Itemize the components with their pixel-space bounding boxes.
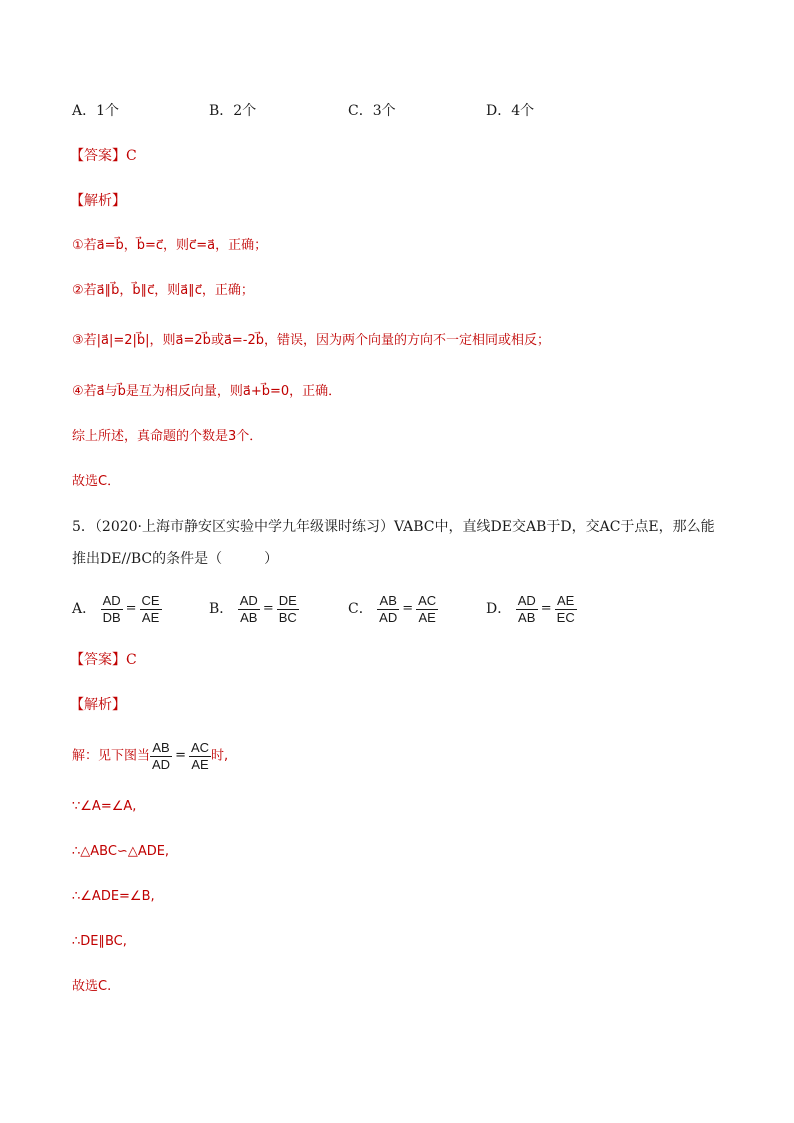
fraction-denominator: AB xyxy=(240,609,258,625)
q5-analysis-tag: 【解析】 xyxy=(70,697,126,713)
fraction-denominator: AE xyxy=(418,609,436,625)
q5-step-3: ∴∠ADE=∠B, xyxy=(72,889,155,904)
q5-option-c xyxy=(348,590,438,628)
q4-analysis-line-4: ④若a⃗与b⃗是互为相反向量，则a⃗+b⃗=0，正确． xyxy=(72,384,342,399)
fraction-denominator: AE xyxy=(141,609,160,625)
left-fraction xyxy=(377,593,399,626)
left-fraction xyxy=(238,593,260,626)
fraction-denominator: DB xyxy=(102,609,121,625)
left-fraction xyxy=(101,593,123,626)
fraction-denominator: AD xyxy=(152,756,171,772)
option-label: C． xyxy=(348,601,373,617)
answer-tag: 【答案】 xyxy=(70,148,126,164)
q5-solution-intro xyxy=(72,737,228,776)
equals-sign: = xyxy=(175,748,186,763)
answer-tag: 【答案】 xyxy=(70,652,126,668)
q4-analysis-choice: 故选C． xyxy=(72,474,121,489)
q5-stem-line-2: 推出DE//BC的条件是（ ） xyxy=(72,551,279,567)
q5-option-b xyxy=(209,590,299,628)
fraction-denominator: EC xyxy=(556,609,575,625)
option-label: B． xyxy=(209,601,234,617)
fraction-numerator: AE xyxy=(555,593,577,610)
answer-value: C xyxy=(126,148,137,164)
fraction-numerator: CE xyxy=(141,592,160,608)
right-fraction xyxy=(189,740,211,773)
fraction-numerator: AD xyxy=(102,592,121,608)
solution-suffix: 时, xyxy=(211,748,229,764)
right-fraction xyxy=(277,593,299,626)
q5-option-d xyxy=(486,590,577,628)
fraction-numerator: AB xyxy=(150,740,172,757)
fraction-denominator: BC xyxy=(278,609,297,625)
q4-analysis-summary: 综上所述，真命题的个数是3个． xyxy=(72,429,263,444)
left-fraction xyxy=(516,593,538,626)
solution-prefix: 解：见下图当 xyxy=(72,748,151,764)
q4-analysis-line-2: ②若a⃗∥b⃗，b⃗∥c⃗，则a⃗∥c⃗，正确； xyxy=(72,283,254,298)
fraction-numerator: AD xyxy=(517,592,536,608)
q5-answer xyxy=(70,650,137,670)
q5-step-4: ∴DE∥BC, xyxy=(72,934,127,949)
q4-analysis-tag: 【解析】 xyxy=(70,193,126,209)
q4-analysis-line-3: ③若|a⃗|=2|b⃗|，则a⃗=2b⃗或a⃗=-2b⃗，错误，因为两个向量的方向不一定相同或相反； xyxy=(72,333,551,348)
fraction-numerator: AC xyxy=(190,739,210,755)
q4-option-a: A．1个 xyxy=(72,103,120,119)
fraction-numerator: DE xyxy=(278,592,297,608)
q5-step-2: ∴△ABC∽△ADE, xyxy=(72,844,170,859)
fraction-denominator: AE xyxy=(191,756,209,772)
right-fraction xyxy=(416,593,438,626)
q4-option-c: C．3个 xyxy=(348,103,396,119)
q5-option-a xyxy=(72,590,162,628)
fraction-numerator: AD xyxy=(239,592,258,608)
fraction-numerator: AB xyxy=(377,593,399,610)
fraction-denominator: AD xyxy=(379,609,398,625)
option-label: D． xyxy=(486,601,512,617)
right-fraction xyxy=(140,593,162,626)
right-fraction xyxy=(555,593,577,626)
equals-sign: = xyxy=(540,601,552,616)
fraction-denominator: AB xyxy=(518,609,536,625)
q5-final-choice: 故选C. xyxy=(72,979,112,994)
equals-sign: = xyxy=(262,601,274,616)
answer-value: C xyxy=(126,652,137,668)
left-fraction xyxy=(150,740,172,773)
fraction-numerator: AC xyxy=(418,592,437,608)
q5-step-1: ∵∠A=∠A, xyxy=(72,799,137,814)
q4-option-b: B．2个 xyxy=(209,103,257,119)
equals-sign: = xyxy=(402,601,414,616)
q4-analysis-line-1: ①若a⃗=b⃗，b⃗=c⃗，则c⃗=a⃗，正确； xyxy=(72,238,268,253)
q5-stem-line-1: 5．（2020·上海市静安区实验中学九年级课时练习）VABC中，直线DE交AB于D，交AC于点E，那么能 xyxy=(72,519,715,535)
q4-option-d: D．4个 xyxy=(486,103,535,119)
option-label: A． xyxy=(72,601,97,617)
q4-answer xyxy=(70,146,137,166)
equals-sign: = xyxy=(125,601,137,616)
